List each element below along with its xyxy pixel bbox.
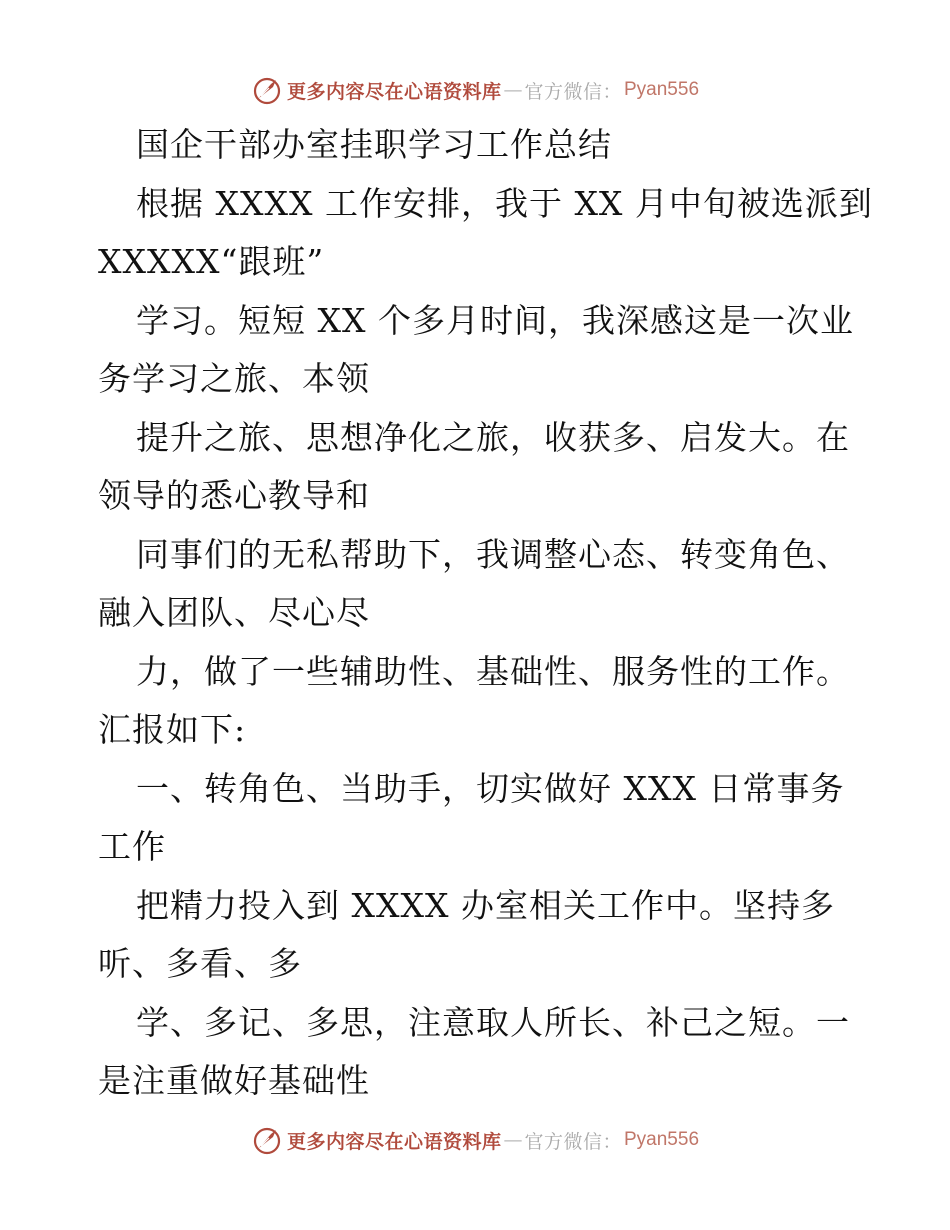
- banner-wechat-label: 官方微信：: [524, 1130, 622, 1153]
- paragraph-line: 务学习之旅、本领: [98, 359, 370, 398]
- banner-wechat-id: Pyan556: [624, 1129, 700, 1150]
- section-heading-line: 一、转角色、当助手，切实做好 XXX 日常事务: [136, 768, 845, 808]
- banner-main-text: 更多内容尽在心语资料库: [286, 1130, 502, 1153]
- banner-dash: —: [503, 1129, 523, 1151]
- paragraph-line: 听、多看、多: [98, 944, 302, 983]
- banner-main-text: 更多内容尽在心语资料库: [286, 80, 502, 103]
- paragraph-line: 同事们的无私帮助下，我调整心态、转变角色、: [136, 534, 850, 574]
- paragraph-line: 学习。短短 XX 个多月时间，我深感这是一次业: [136, 300, 854, 340]
- paragraph-line: 把精力投入到 XXXX 办室相关工作中。坚持多: [136, 885, 835, 925]
- banner-wechat-label: 官方微信：: [524, 80, 622, 103]
- paragraph-line: XXXXX“跟班”: [98, 242, 325, 281]
- paragraph-line: 学、多记、多思，注意取人所长、补己之短。一: [136, 1002, 850, 1042]
- paragraph-line: 力，做了一些辅助性、基础性、服务性的工作。: [136, 651, 850, 691]
- paragraph-line: 领导的悉心教导和: [98, 476, 370, 515]
- paragraph-line: 提升之旅、思想净化之旅，收获多、启发大。在: [136, 417, 850, 457]
- footer-banner: [0, 1120, 950, 1160]
- document-body: [98, 116, 873, 1111]
- paragraph-line: 根据 XXXX 工作安排，我于 XX 月中旬被选派到: [136, 183, 873, 223]
- quill-pen-logo-icon: [251, 1124, 283, 1156]
- paragraph-line: 汇报如下:: [98, 710, 247, 749]
- header-banner: [0, 70, 950, 110]
- document-title: 国企干部办室挂职学习工作总结: [136, 125, 612, 164]
- paragraph-line: 是注重做好基础性: [98, 1061, 370, 1100]
- banner-wechat-id: Pyan556: [624, 79, 700, 100]
- paragraph-line: 融入团队、尽心尽: [98, 593, 370, 632]
- banner-dash: —: [503, 79, 523, 101]
- section-heading-line: 工作: [98, 827, 166, 866]
- quill-pen-logo-icon: [251, 74, 283, 106]
